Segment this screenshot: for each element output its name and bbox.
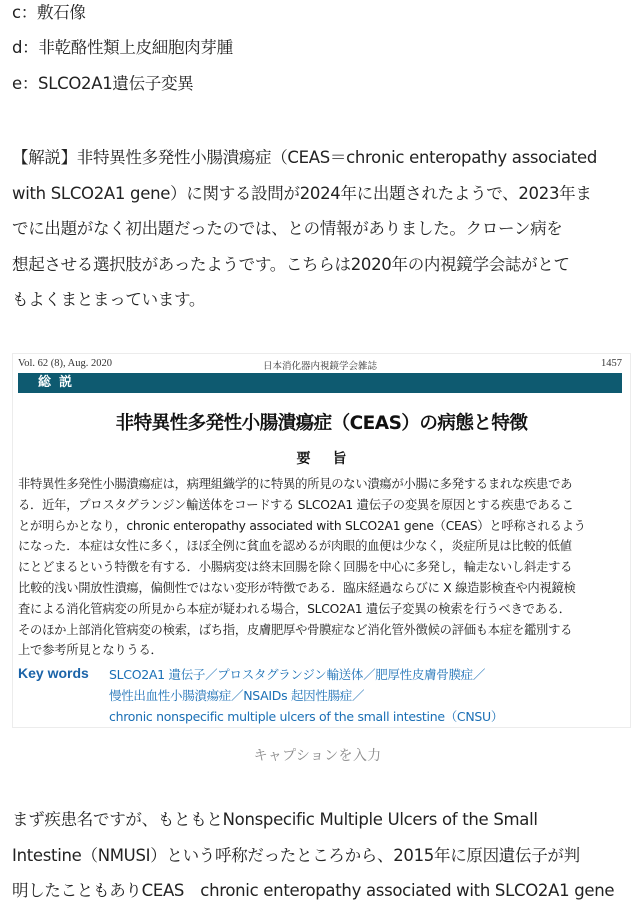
keywords-line: chronic nonspecific multiple ulcers of the small intestine（CNSU） bbox=[109, 709, 504, 724]
abstract-line: になった．本症は女性に多く，ほぼ全例に貧血を認めるが肉眼的血便は少なく，炎症所見は比較的低値 bbox=[18, 539, 572, 554]
abstract-line: とが明らかとなり，chronic enteropathy associated with SLCO2A1 gene（CEAS）と呼称されるよう bbox=[18, 518, 586, 533]
journal-name: 日本消化器内視鏡学会雑誌 bbox=[262, 362, 377, 372]
keywords-line: 慢性出血性小腸潰瘍症／NSAIDs 起因性腸症／ bbox=[109, 688, 365, 703]
volume-info: Vol. 62 (8), Aug. 2020 bbox=[18, 358, 113, 369]
explanation-paragraph bbox=[12, 140, 628, 318]
option-d: d：非乾酪性類上皮細胞肉芽腫 bbox=[12, 38, 233, 57]
summary-heading: 要旨 bbox=[296, 451, 369, 467]
keywords bbox=[109, 664, 503, 727]
abstract-line: 上で参考所見となりうる． bbox=[18, 643, 163, 658]
abstract-line: そのほか上部消化管病変の検索，ばち指，皮膚肥厚や骨膜症など消化管外徴候の評価も本症を鑑別する bbox=[18, 622, 573, 637]
body-paragraph bbox=[12, 802, 628, 909]
keywords-label: Key words bbox=[18, 665, 89, 681]
abstract bbox=[18, 474, 624, 661]
page-number: 1457 bbox=[601, 358, 622, 369]
abstract-line: る．近年，プロスタグランジン輸送体をコードする SLCO2A1 遺伝子の変異を原因とする疾患であるこ bbox=[18, 497, 574, 512]
body-line: 明したこともありCEAS chronic enteropathy associated with SLCO2A1 gene bbox=[12, 881, 615, 900]
article-title: 非特異性多発性小腸潰瘍症（CEAS）の病態と特徴 bbox=[115, 413, 528, 434]
option-e: e：SLCO2A1遺伝子変異 bbox=[12, 74, 194, 93]
body-line: まず疾患名ですが、もともとNonspecific Multiple Ulcers of the Small bbox=[12, 810, 538, 829]
abstract-line: 査による消化管病変の所見から本症が疑われる場合，SLCO2A1 遺伝子変異の検索を行うべきである． bbox=[18, 601, 571, 616]
article-image[interactable] bbox=[12, 353, 631, 728]
abstract-line: 比較的浅い開放性潰瘍，偏側性ではない変形が特徴である．臨床経過ならびに X 線造影検査や内視鏡検 bbox=[18, 580, 576, 595]
option-c: c：敷石像 bbox=[12, 3, 86, 22]
section-bar: 総説 bbox=[18, 373, 622, 393]
keywords-line: SLCO2A1 遺伝子／プロスタグランジン輸送体／肥厚性皮膚骨膜症／ bbox=[109, 667, 486, 682]
abstract-line: 非特異性多発性小腸潰瘍症は，病理組織学的に特異的所見のない潰瘍が小腸に多発するまれな疾患であ bbox=[18, 477, 573, 491]
explanation-line: with SLCO2A1 gene）に関する設問が2024年に出題されたようで、2023年ま bbox=[12, 183, 592, 203]
explanation-line: 想起させる選択肢があったようです。こちらは2020年の内視鏡学会誌がとて bbox=[12, 254, 570, 274]
journal-header bbox=[18, 358, 622, 372]
abstract-line: にとどまるという特徴を有する．小腸病変は終末回腸を除く回腸を中心に多発し，輪走ないし斜走する bbox=[18, 560, 573, 575]
explanation-line: 【解説】非特異性多発性小腸潰瘍症（CEAS＝chronic enteropathy associated bbox=[12, 148, 598, 167]
explanation-line: もよくまとまっています。 bbox=[12, 290, 206, 309]
body-line: Intestine（NMUSI）という呼称だったところから、2015年に原因遺伝子が判 bbox=[12, 845, 580, 865]
caption-input[interactable]: キャプションを入力 bbox=[253, 748, 382, 764]
explanation-line: でに出題がなく初出題だったのでは、との情報がありました。クローン病を bbox=[12, 219, 563, 238]
